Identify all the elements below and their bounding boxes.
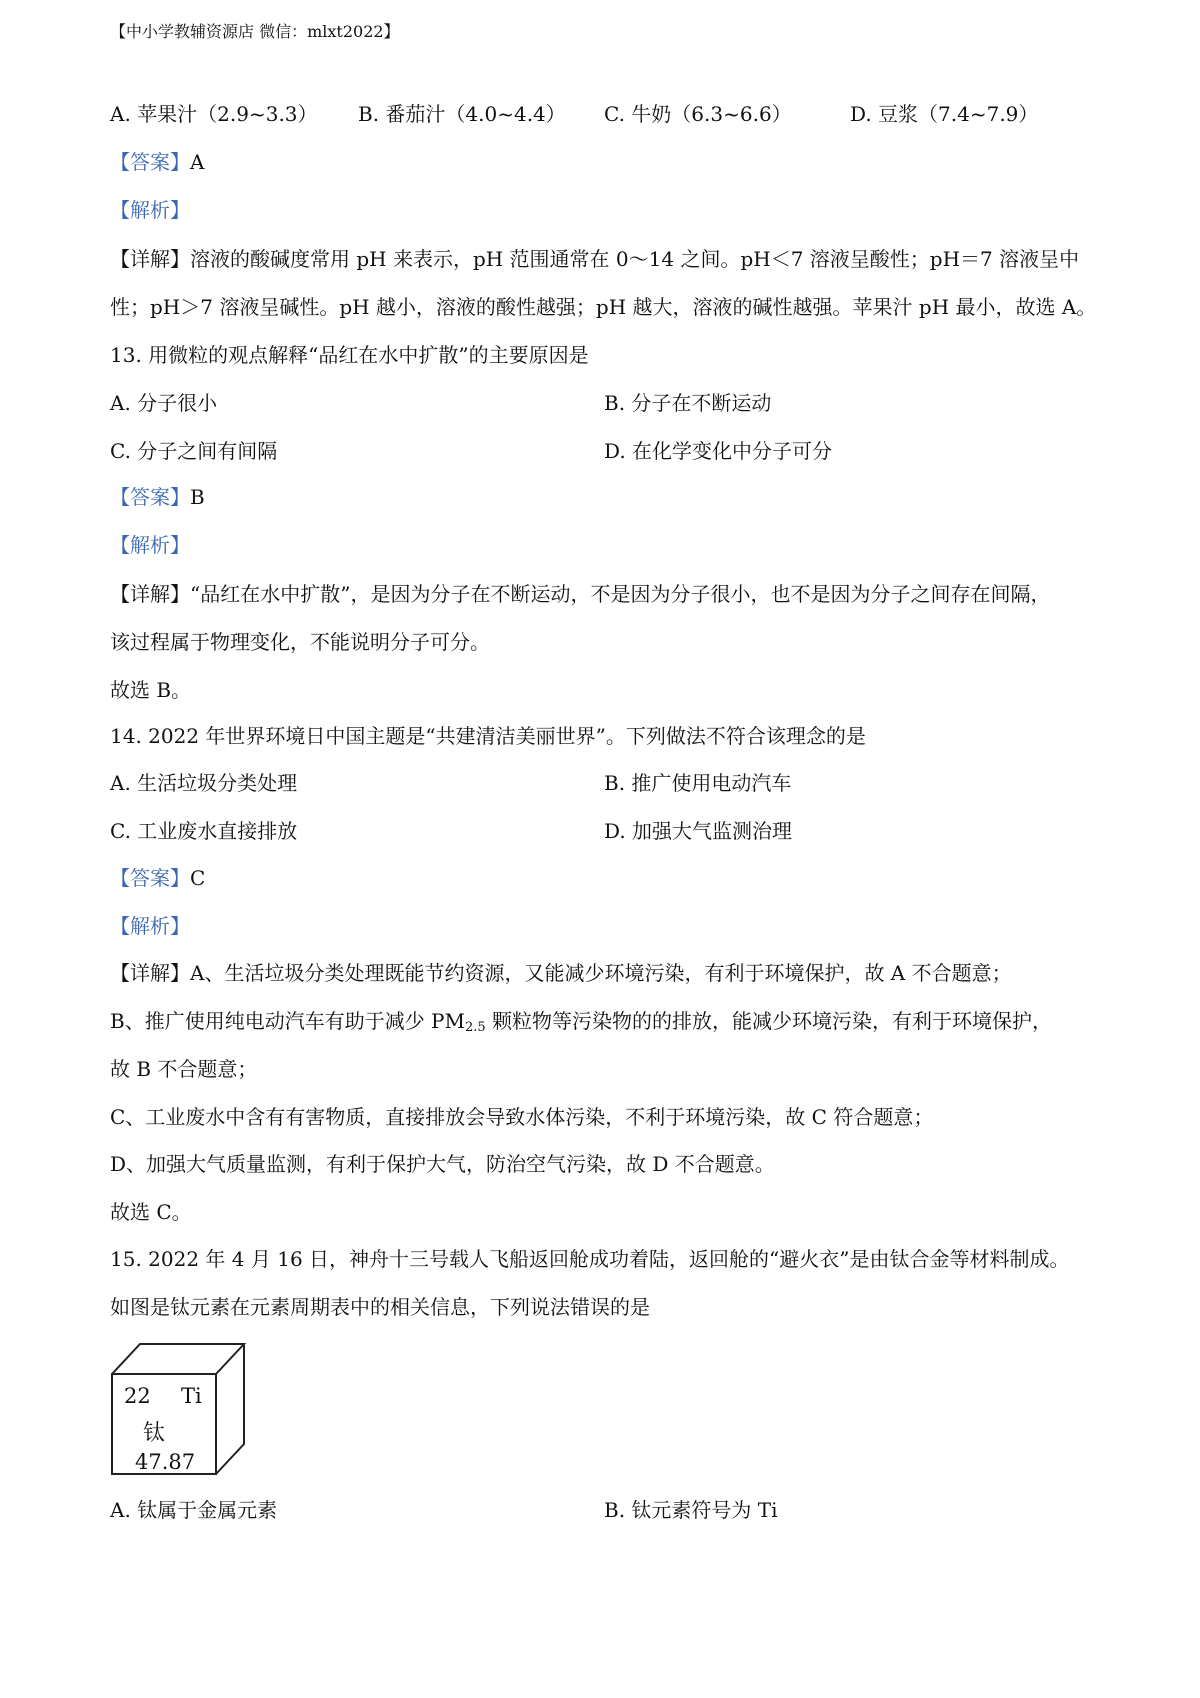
- q14-option-d: D. 加强大气监测治理: [604, 819, 793, 843]
- q15-stem-line-1: 15. 2022 年 4 月 16 日，神舟十三号载人飞船返回舱成功着陆，返回舱的“避火衣”是由钛合金等材料制成。: [110, 1247, 1070, 1271]
- q12-analysis-tag: 【解析】: [110, 198, 190, 222]
- q14-detail-a: 【详解】A、生活垃圾分类处理既能节约资源，又能减少环境污染，有利于环境保护，故 A 不合题意；: [110, 961, 1012, 985]
- pm-subscript: 2.5: [465, 1020, 486, 1035]
- answer-tag: 【答案】: [110, 485, 190, 509]
- q12-option-c: C. 牛奶（6.3~6.6）: [604, 102, 792, 126]
- q15-option-a: A. 钛属于金属元素: [110, 1498, 278, 1522]
- q13-option-a: A. 分子很小: [110, 391, 218, 415]
- detail-b-text: B、推广使用纯电动汽车有助于减少 PM: [110, 1009, 465, 1033]
- answer-tag: 【答案】: [110, 866, 190, 890]
- q12-detail-line-2: 性；pH＞7 溶液呈碱性。pH 越小，溶液的酸性越强；pH 越大，溶液的碱性越强。苹果汁 pH 最小，故选 A。: [110, 295, 1097, 319]
- q14-option-c: C. 工业废水直接排放: [110, 819, 298, 843]
- element-name: 钛: [143, 1421, 166, 1446]
- q14-detail-b: [110, 1007, 1052, 1035]
- q14-analysis-tag: 【解析】: [110, 914, 190, 938]
- answer-value: C: [190, 866, 206, 890]
- answer-tag: 【答案】: [110, 150, 190, 174]
- q15-stem-line-2: 如图是钛元素在元素周期表中的相关信息，下列说法错误的是: [110, 1295, 650, 1319]
- periodic-element-card: [110, 1340, 248, 1476]
- detail-b-text-rest: 颗粒物等污染物的的排放，能减少环境污染，有利于环境保护，: [485, 1009, 1053, 1033]
- q12-detail-line-1: 【详解】溶液的酸碱度常用 pH 来表示，pH 范围通常在 0～14 之间。pH＜7 溶液呈酸性；pH＝7 溶液呈中: [110, 247, 1080, 271]
- q14-answer: [110, 864, 205, 892]
- q14-conclusion: 故选 C。: [110, 1200, 192, 1224]
- q12-option-d: D. 豆浆（7.4~7.9）: [850, 102, 1039, 126]
- q13-option-d: D. 在化学变化中分子可分: [604, 439, 833, 463]
- answer-value: B: [190, 485, 205, 509]
- q12-option-b: B. 番茄汁（4.0~4.4）: [358, 102, 566, 126]
- answer-value: A: [190, 150, 205, 174]
- element-symbol: Ti: [181, 1384, 202, 1408]
- q13-option-c: C. 分子之间有间隔: [110, 439, 278, 463]
- atomic-number: 22: [124, 1384, 151, 1408]
- q14-option-a: A. 生活垃圾分类处理: [110, 771, 298, 795]
- q15-option-b: B. 钛元素符号为 Ti: [604, 1498, 778, 1522]
- q13-stem: 13. 用微粒的观点解释“品红在水中扩散”的主要原因是: [110, 343, 589, 367]
- q14-option-b: B. 推广使用电动汽车: [604, 771, 792, 795]
- q13-option-b: B. 分子在不断运动: [604, 391, 772, 415]
- watermark: 【中小学教辅资源店 微信：mlxt2022】: [110, 22, 400, 41]
- atomic-mass: 47.87: [135, 1450, 196, 1474]
- q13-detail-line-2: 该过程属于物理变化，不能说明分子可分。: [110, 630, 490, 654]
- q14-detail-d: D、加强大气质量监测，有利于保护大气，防治空气污染，故 D 不合题意。: [110, 1152, 775, 1176]
- q14-detail-c: C、工业废水中含有有害物质，直接排放会导致水体污染，不利于环境污染，故 C 符合题意；: [110, 1105, 934, 1129]
- q13-detail-line-1: 【详解】“品红在水中扩散”，是因为分子在不断运动，不是因为分子很小，也不是因为分子之间存在间隔，: [110, 582, 1051, 606]
- q13-answer: [110, 483, 205, 511]
- q13-analysis-tag: 【解析】: [110, 533, 190, 557]
- q14-detail-b-2: 故 B 不合题意；: [110, 1057, 258, 1081]
- q12-option-a: A. 苹果汁（2.9~3.3）: [110, 102, 318, 126]
- q14-stem: 14. 2022 年世界环境日中国主题是“共建清洁美丽世界”。下列做法不符合该理念的是: [110, 724, 866, 748]
- q12-answer: [110, 148, 204, 176]
- q13-conclusion: 故选 B。: [110, 678, 192, 702]
